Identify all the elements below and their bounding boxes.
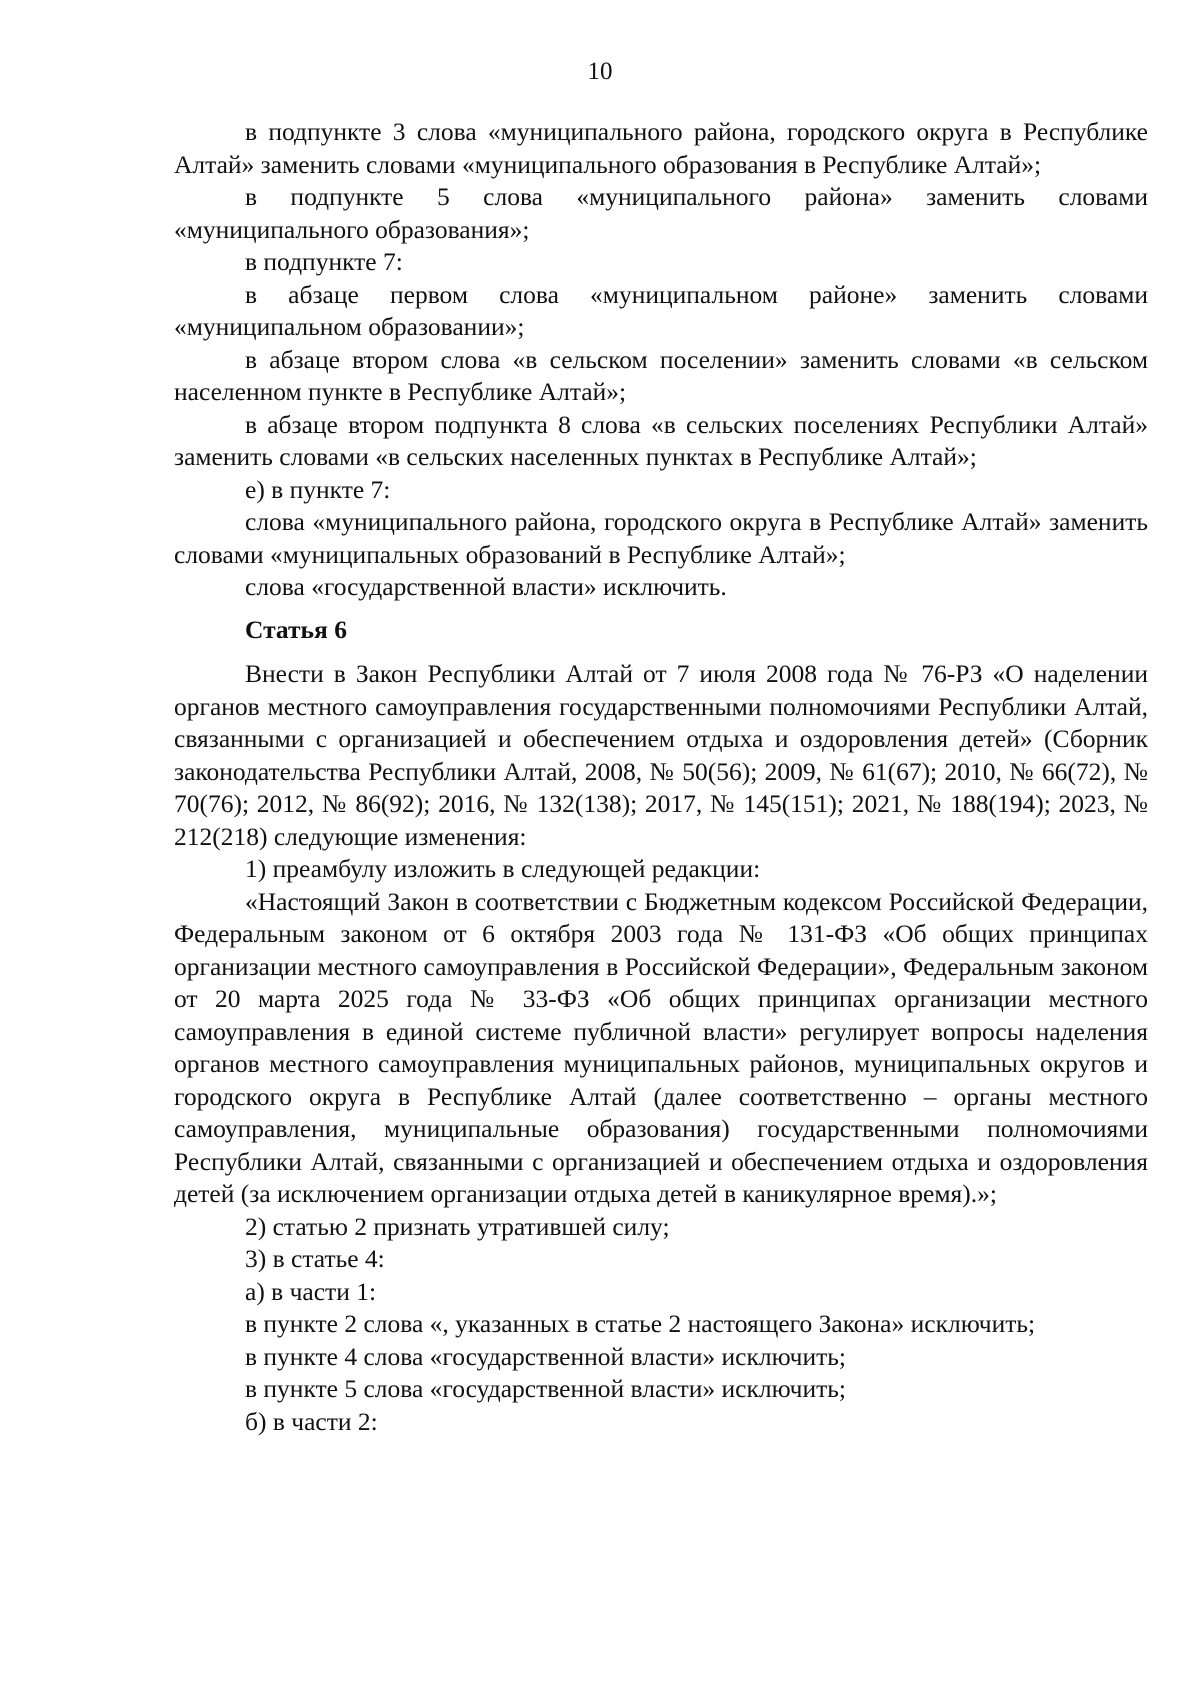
paragraph: е) в пункте 7:	[245, 474, 391, 504]
paragraph: в подпункте 5 слова «муниципального района» заменить словами «муниципального образования»;	[174, 182, 1148, 244]
page-number: 10	[587, 58, 613, 85]
paragraph: в подпункте 7:	[245, 247, 403, 276]
paragraph: в пункте 5 слова «государственной власти» исключить;	[245, 1374, 846, 1403]
paragraph: в абзаце первом слова «муниципальном районе» заменить словами «муниципальном образовании»;	[174, 279, 1148, 341]
paragraph: б) в части 2:	[245, 1406, 378, 1436]
paragraph: в абзаце втором подпункта 8 слова «в сельских поселениях Республики Алтай» заменить словами «в сельских населенных пунктах в Республике Алтай»;	[174, 409, 1148, 471]
paragraph: Внести в Закон Республики Алтай от 7 июля 2008 года № 76-РЗ «О наделении органов местного самоуправления государственными полномочиями Республики Алтай, связанными с организацией и обеспечением отдыха и оздоровления детей» (Сборник законодательства Республики Алтай, 2008, № 50(56); 2009, № 61(67); 2010, № 66(72), № 70(76); 2012, № 86(92); 2016, № 132(138); 2017, № 145(151); 2021, № 188(194); 2023, № 212(218) следующие изменения:	[174, 659, 1148, 851]
paragraph: в абзаце втором слова «в сельском поселении» заменить словами «в сельском населенном пункте в Республике Алтай»;	[174, 344, 1148, 406]
paragraph: «Настоящий Закон в соответствии с Бюджетным кодексом Российской Федерации, Федеральным законом от 6 октября 2003 года № 131-ФЗ «Об общих принципах организации местного самоуправления в Российской Федерации», Федеральным законом от 20 марта 2025 года № 33-ФЗ «Об общих принципах организации местного самоуправления в единой системе публичной власти» регулирует вопросы наделения органов местного самоуправления муниципальных районов, муниципальных округов и городского округа в Республике Алтай (далее соответственно – органы местного самоуправления, муниципальные образования) государственными полномочиями Республики Алтай, связанными с организацией и обеспечением отдыха и оздоровления детей (за исключением организации отдыха детей в каникулярное время).»;	[174, 886, 1148, 1208]
paragraph: 1) преамбулу изложить в следующей редакции:	[245, 854, 761, 883]
paragraph: в пункте 4 слова «государственной власти» исключить;	[245, 1341, 846, 1371]
paragraph: слова «муниципального района, городского округа в Республике Алтай» заменить словами «муниципальных образований в Республике Алтай»;	[174, 507, 1148, 569]
paragraph: 2) статью 2 признать утратившей силу;	[245, 1211, 670, 1241]
paragraph: в пункте 2 слова «, указанных в статье 2 настоящего Закона» исключить;	[245, 1309, 1036, 1338]
paragraph: в подпункте 3 слова «муниципального района, городского округа в Республике Алтай» заменить словами «муниципального образования в Республике Алтай»;	[174, 117, 1148, 179]
article-heading: Статья 6	[245, 614, 347, 644]
paragraph: 3) в статье 4:	[245, 1244, 385, 1273]
document-body	[174, 116, 1148, 1438]
paragraph: слова «государственной власти» исключить.	[245, 572, 727, 601]
paragraph: а) в части 1:	[245, 1276, 377, 1306]
